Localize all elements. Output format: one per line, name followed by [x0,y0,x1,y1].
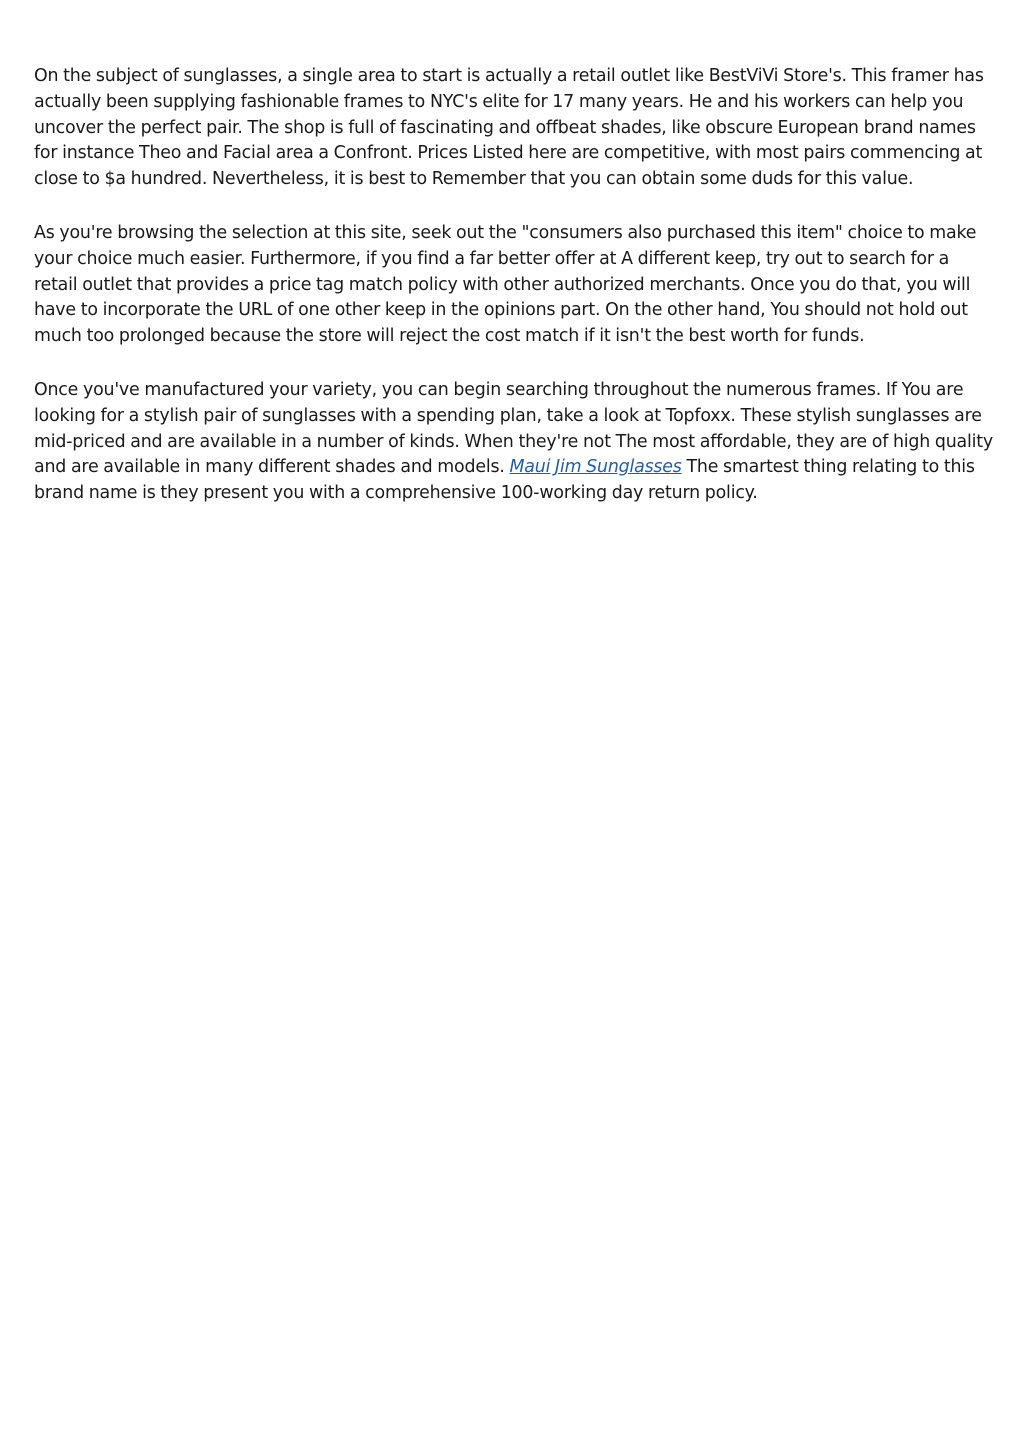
paragraph-3 [34,378,994,507]
paragraph-3-text-before-link: Once you've manufactured your variety, you can begin searching throughout the numerous frames. If You are looking for a stylish pair of sunglasses with a spending plan, take a look at Topfoxx. These stylish sunglasses are mid-priced and are available in a number of kinds. When they're not The most affordable, they are of high quality and are available in many different shades and models. [34,379,993,478]
document-body [34,64,994,535]
paragraph-2: As you're browsing the selection at this site, seek out the "consumers also purchased this item" choice to make your choice much easier. Furthermore, if you find a far better offer at A different keep, try out to search for a retail outlet that provides a price tag match policy with other authorized merchants. Once you do that, you will have to incorporate the URL of one other keep in the opinions part. On the other hand, You should not hold out much too prolonged because the store will reject the cost match if it isn't the best worth for funds. [34,222,977,347]
paragraph-3-text-after-link: The smartest thing relating to this brand name is they present you with a comprehensive 100-working day return policy. [34,457,975,504]
maui-jim-sunglasses-link[interactable]: Maui Jim Sunglasses [509,457,682,478]
paragraph-1: On the subject of sunglasses, a single area to start is actually a retail outlet like BestViVi Store's. This framer has actually been supplying fashionable frames to NYC's elite for 17 many years. He and his workers can help you uncover the perfect pair. The shop is full of fascinating and offbeat shades, like obscure European brand names for instance Theo and Facial area a Confront. Prices Listed here are competitive, with most pairs commencing at close to $a hundred. Nevertheless, it is best to Remember that you can obtain some duds for this value. [34,66,984,190]
